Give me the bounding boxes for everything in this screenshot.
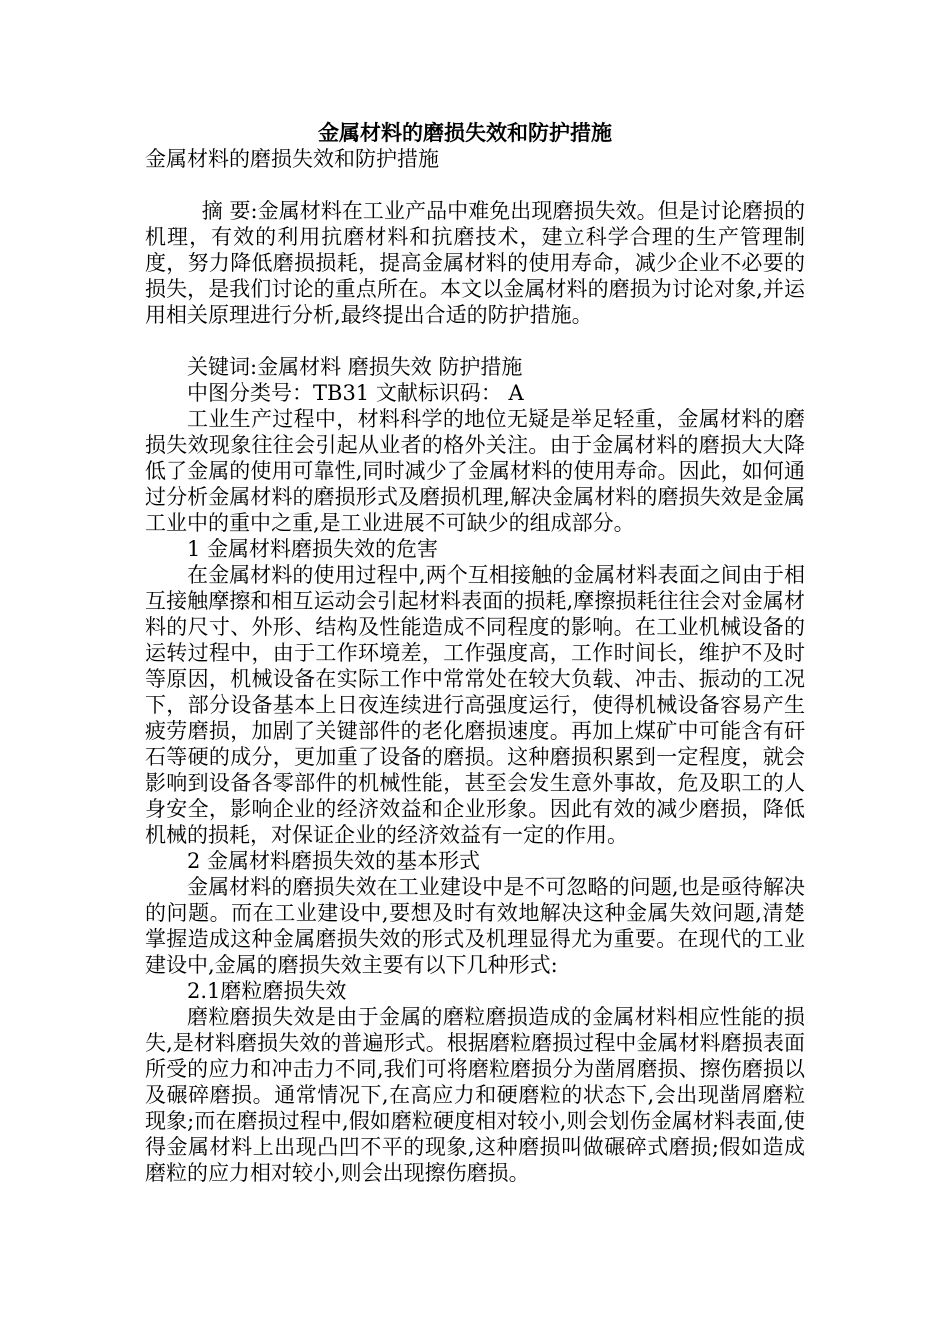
section-2-1-paragraph: 磨粒磨损失效是由于金属的磨粒磨损造成的金属材料相应性能的损失,是材料磨损失效的普遍形式。根据磨粒磨损过程中金属材料磨损表面所受的应力和冲击力不同,我们可将磨粒磨损分为凿屑磨损、擦伤磨损以及碾碎磨损。通常情况下,在高应力和硬磨粒的状态下,会出现凿屑磨粒现象;而在磨损过程中,假如磨粒硬度相对较小,则会划伤金属材料表面,使得金属材料上出现凸凹不平的现象,这种磨损叫做碾碎式磨损;假如造成磨粒的应力相对较小,则会出现擦伤磨损。 [145, 1005, 805, 1185]
document-subtitle: 金属材料的磨损失效和防护措施 [145, 147, 439, 171]
section-2-1-heading: 2.1磨粒磨损失效 [187, 979, 347, 1003]
classification-line: 中图分类号：TB31 文献标识码： A [187, 381, 524, 405]
spacer [145, 328, 805, 354]
section-2-heading: 2 金属材料磨损失效的基本形式 [187, 849, 481, 873]
document-page [145, 120, 805, 1186]
spacer [145, 172, 805, 198]
keywords-line: 关键词:金属材料 磨损失效 防护措施 [187, 355, 523, 379]
document-title: 金属材料的磨损失效和防护措施 [318, 121, 612, 145]
section-1-heading: 1 金属材料磨损失效的危害 [187, 537, 439, 561]
section-2-paragraph: 金属材料的磨损失效在工业建设中是不可忽略的问题,也是亟待解决的问题。而在工业建设中,要想及时有效地解决这种金属失效问题,清楚掌握造成这种金属磨损失效的形式及机理显得尤为重要。在现代的工业建设中,金属的磨损失效主要有以下几种形式: [145, 875, 805, 977]
intro-paragraph: 工业生产过程中，材料科学的地位无疑是举足轻重，金属材料的磨损失效现象往往会引起从业者的格外关注。由于金属材料的磨损大大降低了金属的使用可靠性,同时减少了金属材料的使用寿命。因此，如何通过分析金属材料的磨损形式及磨损机理,解决金属材料的磨损失效是金属工业中的重中之重,是工业进展不可缺少的组成部分。 [145, 407, 805, 535]
abstract-paragraph: 摘 要:金属材料在工业产品中难免出现磨损失效。但是讨论磨损的机理，有效的利用抗磨材料和抗磨技术，建立科学合理的生产管理制度，努力降低磨损损耗，提高金属材料的使用寿命，减少企业不必要的损失，是我们讨论的重点所在。本文以金属材料的磨损为讨论对象,并运用相关原理进行分析,最终提出合适的防护措施。 [145, 199, 805, 327]
section-1-paragraph: 在金属材料的使用过程中,两个互相接触的金属材料表面之间由于相互接触摩擦和相互运动会引起材料表面的损耗,摩擦损耗往往会对金属材料的尺寸、外形、结构及性能造成不同程度的影响。在工业机械设备的运转过程中，由于工作环境差，工作强度高，工作时间长，维护不及时等原因，机械设备在实际工作中常常处在较大负载、冲击、振动的工况下，部分设备基本上日夜连续进行高强度运行，使得机械设备容易产生疲劳磨损，加剧了关键部件的老化磨损速度。再加上煤矿中可能含有矸石等硬的成分，更加重了设备的磨损。这种磨损积累到一定程度，就会影响到设备各零部件的机械性能，甚至会发生意外事故，危及职工的人身安全，影响企业的经济效益和企业形象。因此有效的减少磨损，降低机械的损耗，对保证企业的经济效益有一定的作用。 [145, 563, 805, 847]
